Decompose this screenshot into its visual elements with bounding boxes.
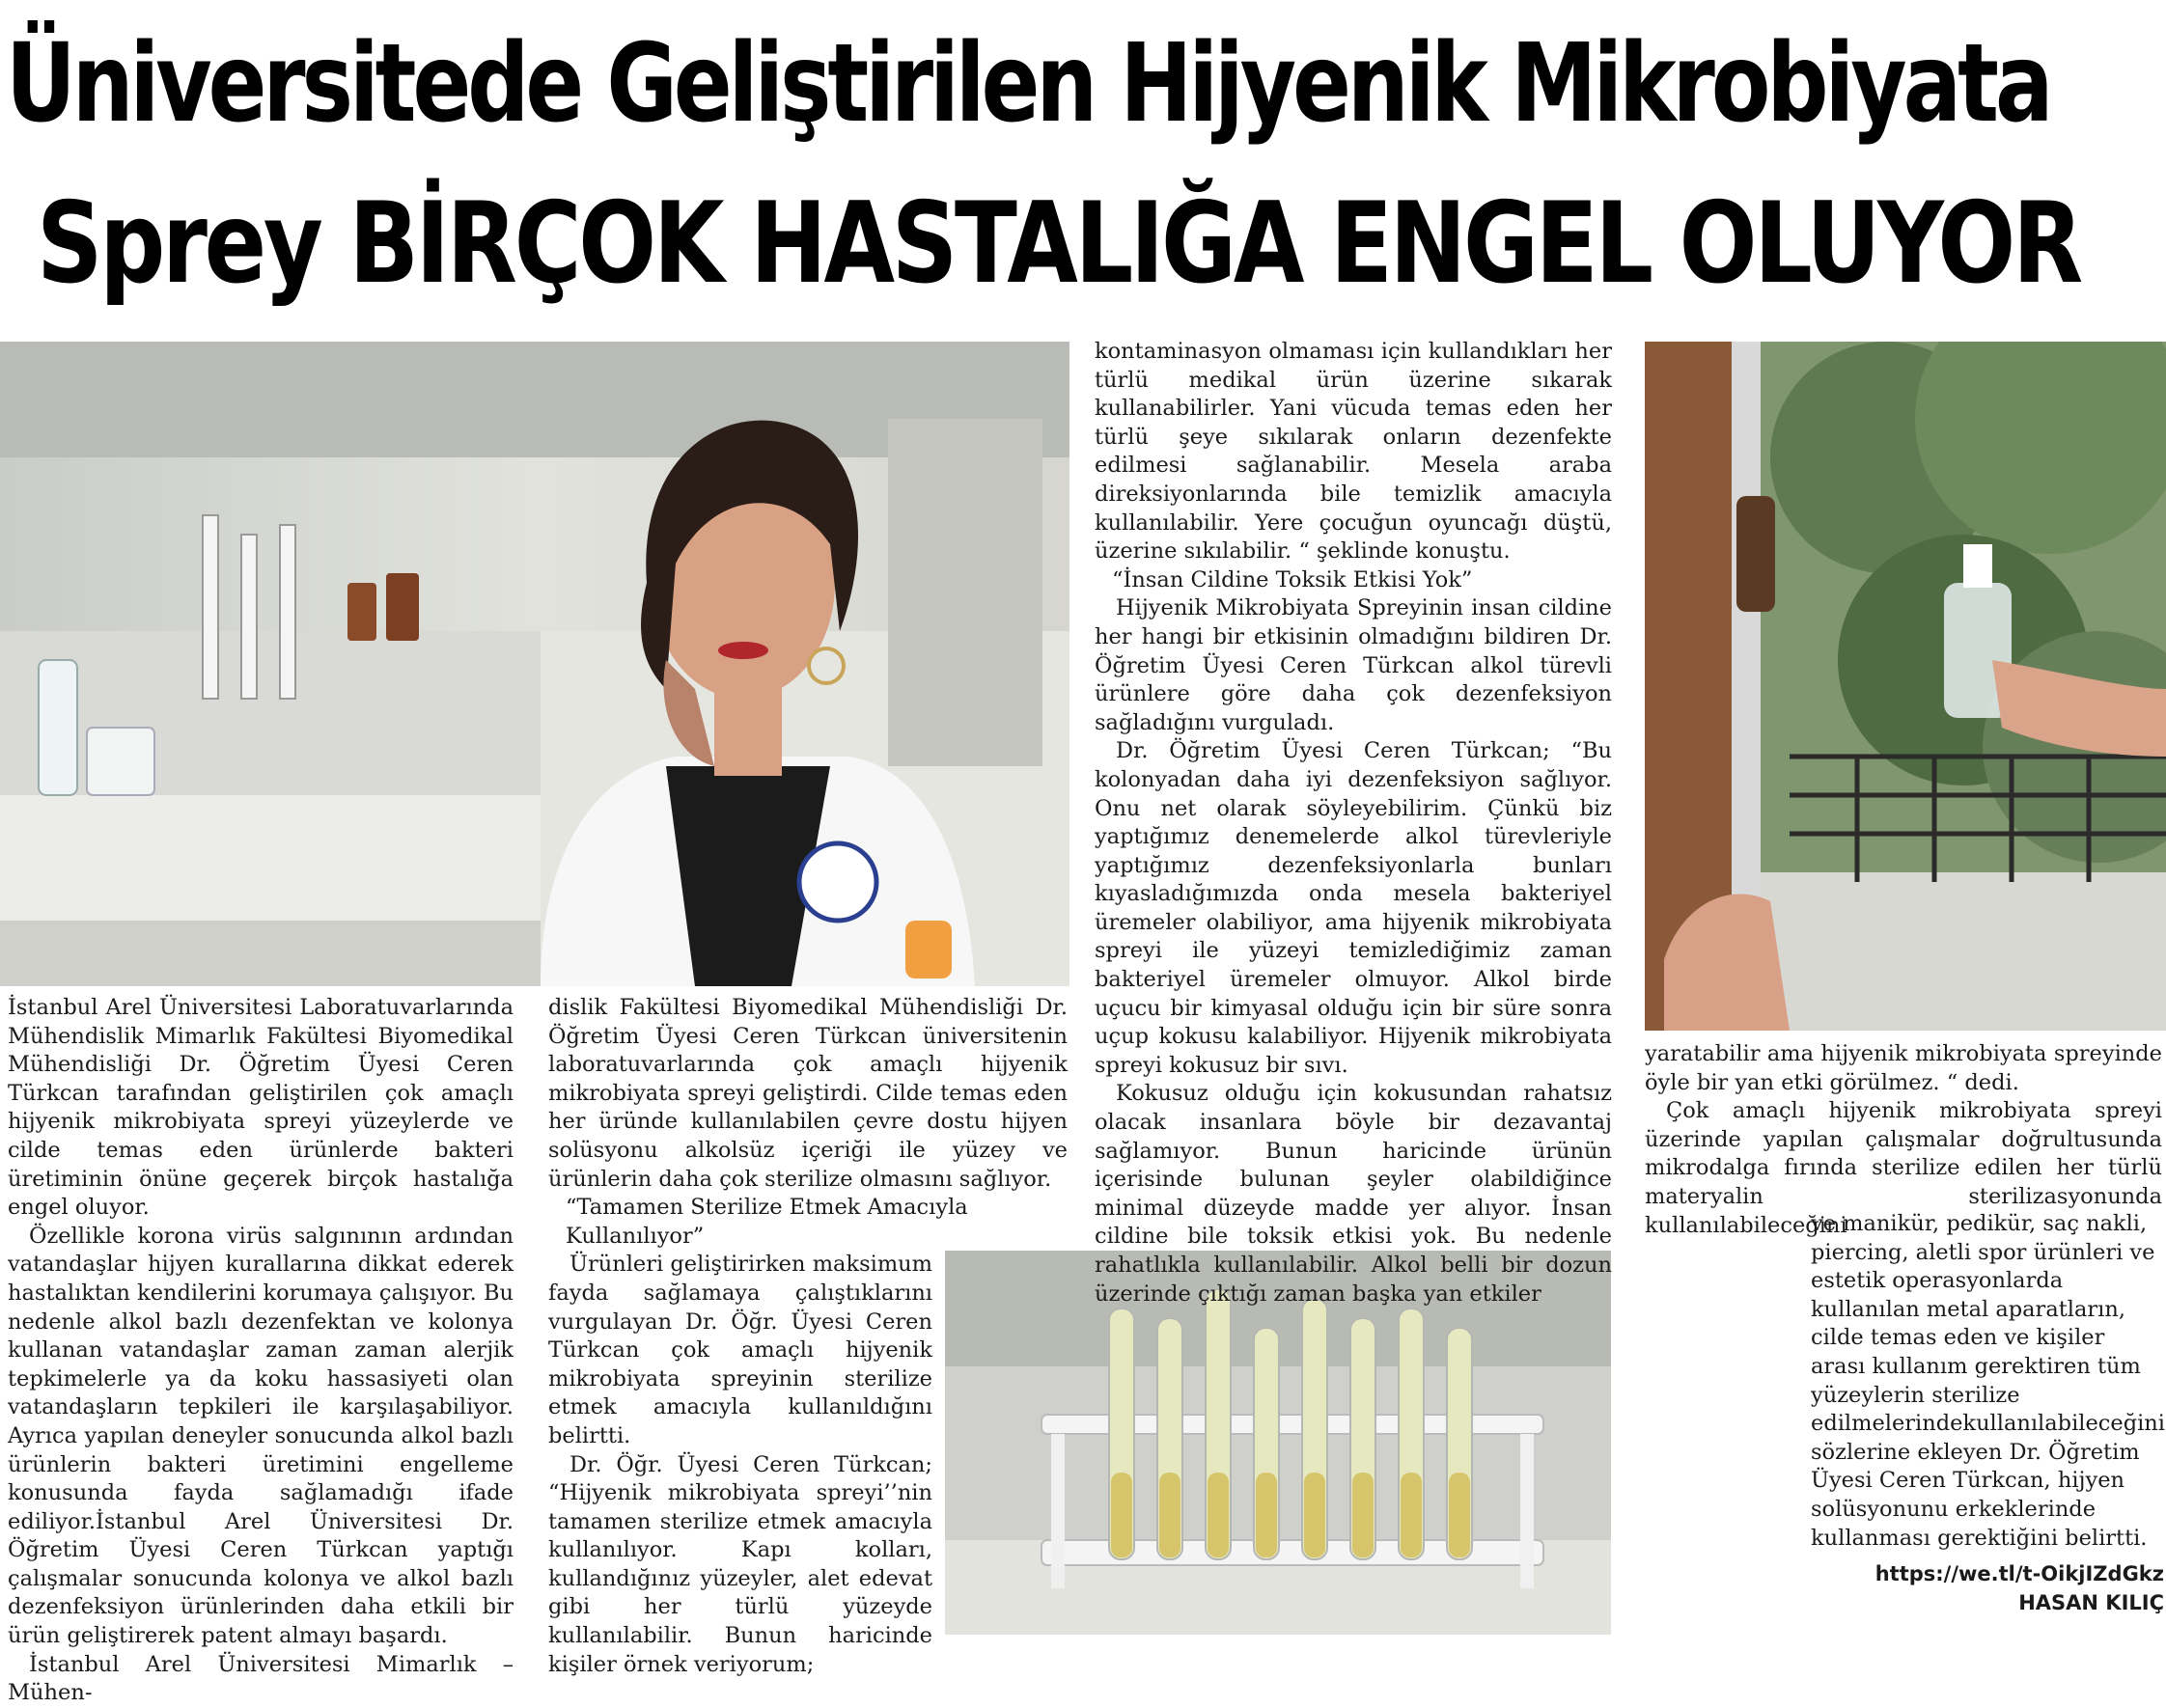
paragraph: Özellikle korona virüs salgınının ardından vatandaşlar hijyen kurallarına dikkat ederek hastalıktan kendilerini korumaya çalışıyor. Bu nedenle alkol bazlı dezenfektan ve kolonya kullanan vatandaşlar zaman zaman alerjik tepkimelerle ya da koku hassasiyeti olan vatandaşların tepkileri ile karşılaşabiliyor. Ayrıca yapılan deneyler sonucunda alkol bazlı ürünlerin bakteri üretimini engelleme konusunda fayda sağlamadığı ifade ediliyor.İstanbul Arel Üniversitesi Dr. Öğretim Üyesi Ceren Türkcan yaptığı çalışmalar sonucunda kolonya ve alkol bazlı dezenfeksiyon ürünlerinden daha etkili bir ürün geliştirerek patent almayı başardı. — [8, 1223, 514, 1649]
subheading: “Tamamen Sterilize Etmek Amacıyla Kullanılıyor” — [566, 1195, 968, 1249]
headline-line-2-b: BİRÇOK HASTALIĞA ENGEL OLUYOR — [348, 179, 2080, 309]
source-link: https://we.tl/t-OikjIZdGkz — [1874, 1562, 2164, 1585]
article-column-2 — [548, 994, 1068, 1679]
headline-line-1: Üniversitede Geliştirilen Hijyenik Mikrobiyata — [6, 21, 2050, 147]
article-column-4-lower — [1811, 1210, 2165, 1553]
paragraph: kontaminasyon olmaması için kullandıkları her türlü medikal ürün üzerine sıkarak kullanabilirler. Yani vücuda temas eden her türlü şeye sıkılarak onların dezenfekte edilmesi sağlanabilir. Mesela araba direksiyonlarında bile temizlik amacıyla kullanılabilir. Yere çocuğun oyuncağı düştü, üzerine sıkılabilir. “ şeklinde konuştu. — [1095, 339, 1612, 565]
portrait-photo — [0, 342, 1069, 986]
subheading: “İnsan Cildine Toksik Etkisi Yok” — [1112, 566, 1473, 592]
article-column-1 — [8, 994, 514, 1708]
author-credit: HASAN KILIÇ — [2018, 1591, 2164, 1614]
paragraph: ve manikür, pedikür, saç nakli, piercing, aletli spor ürünleri ve estetik operasyonlarda kullanılan metal aparatların, cilde temas eden ve kişiler arası kullanım gerektiren tüm yüzeylerin sterilize edilmelerindekullanılabileceğini sözlerine ekleyen Dr. Öğretim Üyesi Ceren Türkcan, hijyen solüsyonunu erkeklerinde kullanması gerektiğini belirtti. — [1811, 1211, 2165, 1551]
window-spray-photo-image — [1645, 342, 2166, 1031]
paragraph: İstanbul Arel Üniversitesi Laboratuvarlarında Mühendislik Mimarlık Fakültesi Biyomedikal Mühendisliği Dr. Öğretim Üyesi Ceren Türkcan tarafından geliştirilen çok amaçlı hijyenik mikrobiyata spreyi yüzeylerde ve cilde temas eden ürünlerde bakteri üretiminin önüne geçerek birçok hastalığa engel oluyor. — [8, 995, 514, 1221]
paragraph: Ürünleri geliştirirken maksimum fayda sağlamaya çalıştıklarını vurgulayan Dr. Öğr. Üyesi Ceren Türkcan çok amaçlı hijyenik mikrobiyata spreyinin sterilize etmek amacıyla kullanıldığını belirtti. — [548, 1252, 932, 1448]
paragraph: Kokusuz olduğu için kokusundan rahatsız olacak insanlara böyle bir dezavantaj sağlamıyor. Bunun haricinde ürünün içerisinde bulunan şeyler olabildiğince minimal düzeyde madde yer alıyor. İnsan cildine bile toksik etkisi yok. Bu nedenle rahatlıkla kullanılabilir. Alkol belli bir dozun üzerinde çıktığı zaman başka yan etkiler — [1095, 1081, 1612, 1307]
paragraph: dislik Fakültesi Biyomedikal Mühendisliği Dr. Öğretim Üyesi Ceren Türkcan üniversitenin laboratuvarlarında çok amaçlı hijyenik mikrobiyata spreyi geliştirdi. Cilde temas eden her üründe kullanılabilen çevre dostu hijyen solüsyonu alkolsüz içeriği ile yüzey ve ürünlerin daha çok sterilize olmasını sağlıyor. — [548, 995, 1068, 1192]
paragraph: Dr. Öğretim Üyesi Ceren Türkcan; “Bu kolonyadan daha iyi dezenfeksiyon sağlıyor. Onu net olarak söyleyebilirim. Çünkü biz yaptığımız denemelerde alkol türevleriyle yaptığımız dezenfeksiyonlarla bunları kıyasladığımızda onda mesela bakteriyel üremeler olabiliyor, ama hijyenik mikrobiyata spreyi ile yüzeyi temizlediğimiz zaman bakteriyel üremeler olmuyor. Alkol birde uçucu bir kimyasal olduğu için bir süre sonra uçup kokusu kalabiliyor. Hijyenik mikrobiyata spreyi kokusuz bir sıvı. — [1095, 738, 1612, 1078]
article-column-3 — [1095, 338, 1612, 1309]
headline-line-2 — [37, 172, 2080, 317]
paragraph: Hijyenik Mikrobiyata Spreyinin insan cildine her hangi bir etkisinin olmadığını bildiren Dr. Öğretim Üyesi Ceren Türkcan alkol türevli ürünlere göre daha çok dezenfeksiyon sağladığını vurguladı. — [1095, 595, 1612, 735]
paragraph: yaratabilir ama hijyenik mikrobiyata spreyinde öyle bir yan etki görülmez. “ dedi. — [1645, 1041, 2162, 1095]
paragraph: Dr. Öğr. Üyesi Ceren Türkcan; “Hijyenik mikrobiyata spreyi’’nin tamamen sterilize etmek amacıyla kullanılıyor. Kapı kolları, kullandığınız yüzeyler, alet edevat gibi her türlü yüzeyde kullanılabilir. Bunun haricinde kişiler örnek veriyorum; — [548, 1451, 932, 1677]
window-spray-photo — [1645, 342, 2166, 1031]
headline-line-2-a: Sprey — [37, 179, 349, 309]
portrait-photo-image — [0, 342, 1069, 986]
headline — [0, 0, 2166, 333]
paragraph: Çok amaçlı hijyenik mikrobiyata spreyi üzerinde yapılan çalışmalar doğrultusunda mikrodalga fırında sterilize edilen her türlü materyalin sterilizasyonunda kullanılabileceğini — [1645, 1098, 2162, 1238]
paragraph: İstanbul Arel Üniversitesi Mimarlık – Mühen- — [8, 1651, 514, 1706]
